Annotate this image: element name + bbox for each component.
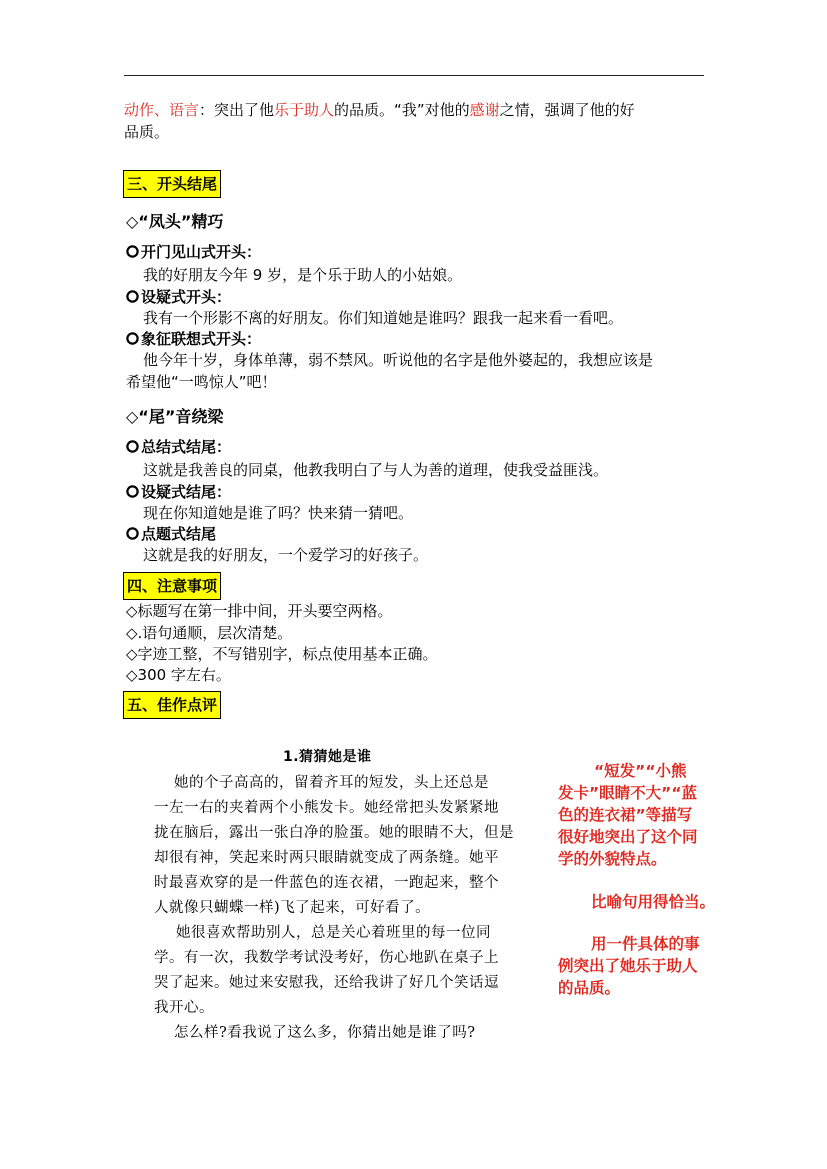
essay-line: 却很有神，笑起来时两只眼睛就变成了两条缝。她平 <box>154 850 499 866</box>
circle-bullet-icon <box>126 527 139 540</box>
essay-line: 时最喜欢穿的是一件蓝色的连衣裙，一跑起来，整个 <box>154 875 499 891</box>
bullet-text-1: 我的好朋友今年 9 岁，是个乐于助人的小姑娘。 <box>143 266 463 284</box>
essay-title: 1.猜猜她是谁 <box>283 749 372 765</box>
intro-paragraph <box>124 99 714 143</box>
section4-heading: 四、注意事项 <box>123 572 221 600</box>
bullet-label-3: 象征联想式开头： <box>126 328 261 349</box>
circle-bullet-icon <box>126 485 139 498</box>
bullet-text-6: 这就是我的好朋友，一个爱学习的好孩子。 <box>143 546 429 564</box>
bullet-label-4: 总结式结尾： <box>126 436 231 457</box>
essay-line: 怎么样?看我说了这么多，你猜出她是谁了吗? <box>174 1025 476 1041</box>
intro-line-2: 品质。 <box>124 123 170 141</box>
bullet-label-5: 设疑式结尾： <box>126 481 231 502</box>
comment-line: 的品质。 <box>558 979 621 997</box>
section5-heading: 五、佳作点评 <box>123 691 221 719</box>
essay-line: 哭了起来。她过来安慰我，还给我讲了好几个笑话逗 <box>154 975 499 991</box>
bullet-label-2: 设疑式开头： <box>126 286 231 307</box>
comment-3 <box>558 933 728 999</box>
section3-sub2: ◇“尾”音绕梁 <box>126 407 224 426</box>
circle-bullet-icon <box>126 245 139 258</box>
comment-line: “短发”“小熊 <box>594 762 687 780</box>
essay-line: 她的个子高高的，留着齐耳的短发，头上还总是 <box>174 775 489 791</box>
comment-2: 比喻句用得恰当。 <box>591 893 716 911</box>
comment-1 <box>558 760 728 870</box>
bullet-text-3b: 希望他“一鸣惊人”吧！ <box>126 373 277 391</box>
essay-body <box>154 771 546 1046</box>
note-item-2: ◇.语句通顺，层次清楚。 <box>126 624 293 642</box>
bullet-text-3: 他今年十岁，身体单薄，弱不禁风。听说他的名字是他外婆起的，我想应该是 <box>143 351 654 369</box>
essay-line: 我开心。 <box>154 1000 214 1016</box>
bullet-text-4: 这就是我善良的同桌，他教我明白了与人为善的道理，使我受益匪浅。 <box>143 461 609 479</box>
comment-line: 例突出了她乐于助人 <box>558 957 698 975</box>
comment-line: 发卡”眼睛不大”“蓝 <box>558 784 698 802</box>
note-item-3: ◇字迹工整，不写错别字，标点使用基本正确。 <box>126 645 438 663</box>
essay-line: 拢在脑后，露出一张白净的脸蛋。她的眼睛不大，但是 <box>154 825 514 841</box>
circle-bullet-icon <box>126 332 139 345</box>
bullet-text-5: 现在你知道她是谁了吗？快来猜一猜吧。 <box>143 504 414 522</box>
bullet-label-1: 开门见山式开头： <box>126 241 261 262</box>
comment-line: 学的外貌特点。 <box>558 850 667 868</box>
comment-line: 很好地突出了这个同 <box>558 828 698 846</box>
section3-sub1: ◇“凤头”精巧 <box>126 212 224 231</box>
essay-line: 人就像只蝴蝶一样)飞了起来，可好看了。 <box>154 900 431 916</box>
section3-heading: 三、开头结尾 <box>123 170 221 198</box>
essay-line: 一左一右的夹着两个小熊发卡。她经常把头发紧紧地 <box>154 800 499 816</box>
header-rule <box>124 75 704 76</box>
intro-line-1: 动作、语言：突出了他乐于助人的品质。“我”对他的感谢之情，强调了他的好 <box>124 101 635 119</box>
circle-bullet-icon <box>126 440 139 453</box>
comment-line: 色的连衣裙”等描写 <box>558 806 693 824</box>
note-item-4: ◇300 字左右。 <box>126 666 231 684</box>
bullet-text-2: 我有一个形影不离的好朋友。你们知道她是谁吗？跟我一起来看一看吧。 <box>143 309 624 327</box>
note-item-1: ◇标题写在第一排中间，开头要空两格。 <box>126 602 393 620</box>
essay-line: 她很喜欢帮助别人，总是关心着班里的每一位同 <box>176 925 491 941</box>
bullet-label-6: 点题式结尾 <box>126 523 216 544</box>
circle-bullet-icon <box>126 290 139 303</box>
comment-line: 用一件具体的事 <box>591 935 700 953</box>
essay-line: 学。有一次，我数学考试没考好，伤心地趴在桌子上 <box>154 950 499 966</box>
